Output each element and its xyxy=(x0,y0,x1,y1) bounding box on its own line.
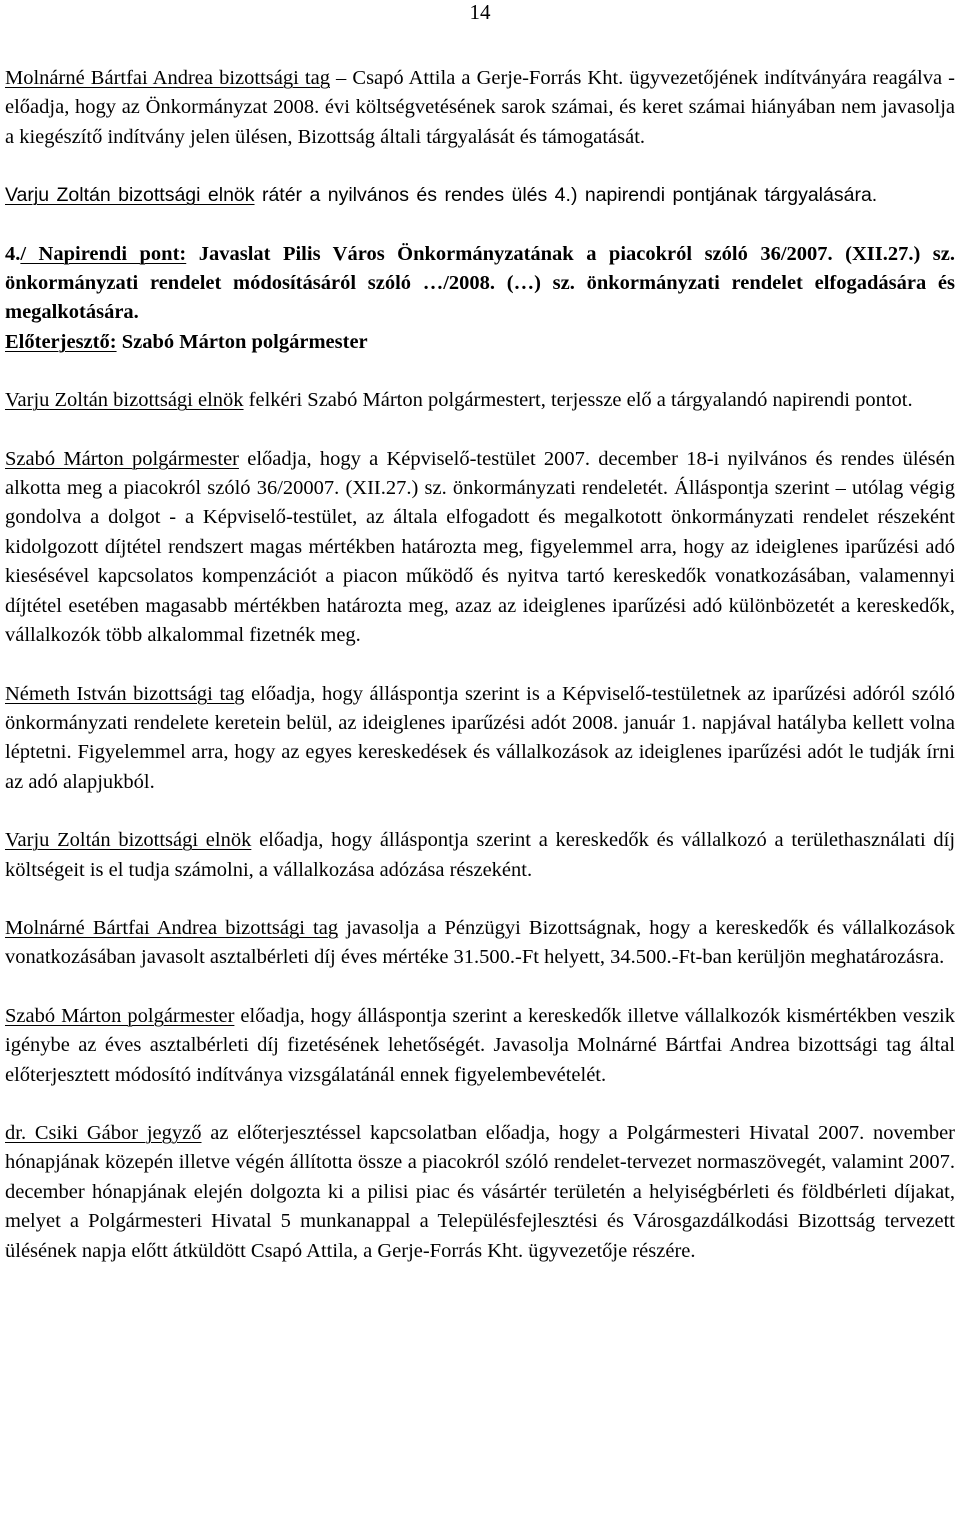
paragraph-varju-request xyxy=(5,386,955,415)
paragraph-text: – Csapó Attila a Gerje-Forrás Kht. ügyvezetőjének indítványára reagálva - előadja, hogy az Önkormányzat 2008. évi költségvetésének sarok számai, és keret számai hiányában nem javasolja a kiegészítő indítvány jelen ülésen, Bizottság általi tárgyalását és támogatását. xyxy=(5,67,955,148)
agenda-label: / Napirendi pont: xyxy=(20,242,187,265)
paragraph-text: előadja, hogy álláspontja szerint is a Képviselő-testületnek az iparűzési adóról szóló önkormányzati rendelete keretein belül, az ideiglenes iparűzési adót 2008. január 1. napjával hatályba kellett volna léptetni. Figyelemmel arra, hogy az egyes kereskedések és vállalkozások az ideiglenes iparűzési adót le tudják írni az adó alapjukból. xyxy=(5,682,956,793)
speaker-name: Molnárné Bártfai Andrea bizottsági tag xyxy=(5,67,330,89)
paragraph-text: felkéri Szabó Márton polgármestert, terjessze elő a tárgyalandó napirendi pontot. xyxy=(243,389,913,412)
document-body xyxy=(5,64,955,1266)
agenda-title: Javaslat Pilis Város Önkormányzatának a piacokról szóló 36/2007. (XII.27.) sz. önkormányzati rendelet módosításáról szóló …/2008. (…) sz. önkormányzati rendelet elfogadására és megalkotására. xyxy=(5,242,955,324)
paragraph-molnarne-1 xyxy=(5,64,955,152)
paragraph-szabo-1 xyxy=(5,445,955,651)
paragraph-text: előadja, hogy a Képviselő-testület 2007. december 18-i nyilvános és rendes ülésén alkotta meg a piacokról szóló 36/20007. (XII.27.) sz. önkormányzati rendeletét. Álláspontja szerint – utólag végig gondolva a dolgot - a Képviselő-testület, az általa elfogadott és megalkotott önkormányzati rendelet részeként kidolgozott díjtétel rendszert magas mértékben határozta meg, figyelemmel arra, hogy az ideiglenes iparűzési adó kiesésével kapcsolatos kompenzációt a piacon működő és nyitva tartó kereskedők vonatkozásában, valamennyi díjtétel esetében magasabb mértékben határozta meg, azaz az ideiglenes iparűzési adó különbözetét a kereskedők, vállalkozók több alkalommal fizetnék meg. xyxy=(5,447,955,647)
paragraph-text: az előterjesztéssel kapcsolatban előadja, hogy a Polgármesteri Hivatal 2007. november hónapjának közepén illetve végén állította össze a piacokról szóló rendelet-tervezet normaszövegét, valamint 2007. december hónapjának elején dolgozta ki a pilisi piac és vásártér területén a helyiségbérleti és földbérleti díjakat, melyet a Polgármesteri Hivatal 5 munkanappal a Településfejlesztési és Városgazdálkodási Bizottság tervezett ülésének napja előtt átküldött Csapó Attila, a Gerje-Forrás Kht. ügyvezetője részére. xyxy=(5,1121,955,1262)
speaker-name: Molnárné Bártfai Andrea bizottsági tag xyxy=(5,916,339,939)
paragraph-nemeth xyxy=(5,680,955,798)
presenter-label: Előterjesztő: xyxy=(5,330,117,353)
paragraph-text: előadja, hogy álláspontja szerint a kereskedők és vállalkozó a területhasználati díj költségeit is el tudja számolni, a vállalkozása adózása részeként. xyxy=(5,829,956,881)
page-number: 14 xyxy=(469,0,491,24)
speaker-name: Varju Zoltán bizottsági elnök xyxy=(5,184,255,207)
agenda-presenter xyxy=(5,328,955,357)
speaker-name: Németh István bizottsági tag xyxy=(5,682,245,705)
paragraph-text: javasolja a Pénzügyi Bizottságnak, hogy a kereskedők és vállalkozások vonatkozásában javasolt asztalbérleti díj éves mértéke 31.500.-Ft helyett, 34.500.-Ft-ban kerüljön meghatározásra. xyxy=(5,916,955,969)
speaker-name: Varju Zoltán bizottsági elnök xyxy=(5,389,244,412)
paragraph-szabo-2 xyxy=(5,1002,955,1090)
speaker-name: Szabó Márton polgármester xyxy=(5,447,239,470)
paragraph-text: előadja, hogy álláspontja szerint a kereskedők illetve vállalkozók kismértékben veszik igénybe az éves asztalbérleti díj fizetésének lehetőségét. Javasolja Molnárné Bártfai Andrea bizottsági tag által előterjesztett módosító indítványa vizsgálatánál ennek figyelembevételét. xyxy=(5,1004,955,1086)
agenda-item-heading xyxy=(5,240,955,328)
speaker-name: dr. Csiki Gábor jegyző xyxy=(5,1121,202,1144)
paragraph-csiki xyxy=(5,1119,955,1266)
speaker-name: Varju Zoltán bizottsági elnök xyxy=(5,829,252,852)
paragraph-text: rátér a nyilvános és rendes ülés 4.) napirendi pontjának tárgyalására. xyxy=(254,184,878,207)
agenda-number: 4. xyxy=(5,242,21,265)
paragraph-molnarne-2 xyxy=(5,914,955,973)
paragraph-varju-2 xyxy=(5,826,955,885)
presenter-name: Szabó Márton polgármester xyxy=(116,330,368,353)
speaker-name: Szabó Márton polgármester xyxy=(5,1004,235,1027)
paragraph-varju-agenda-intro xyxy=(5,181,955,210)
